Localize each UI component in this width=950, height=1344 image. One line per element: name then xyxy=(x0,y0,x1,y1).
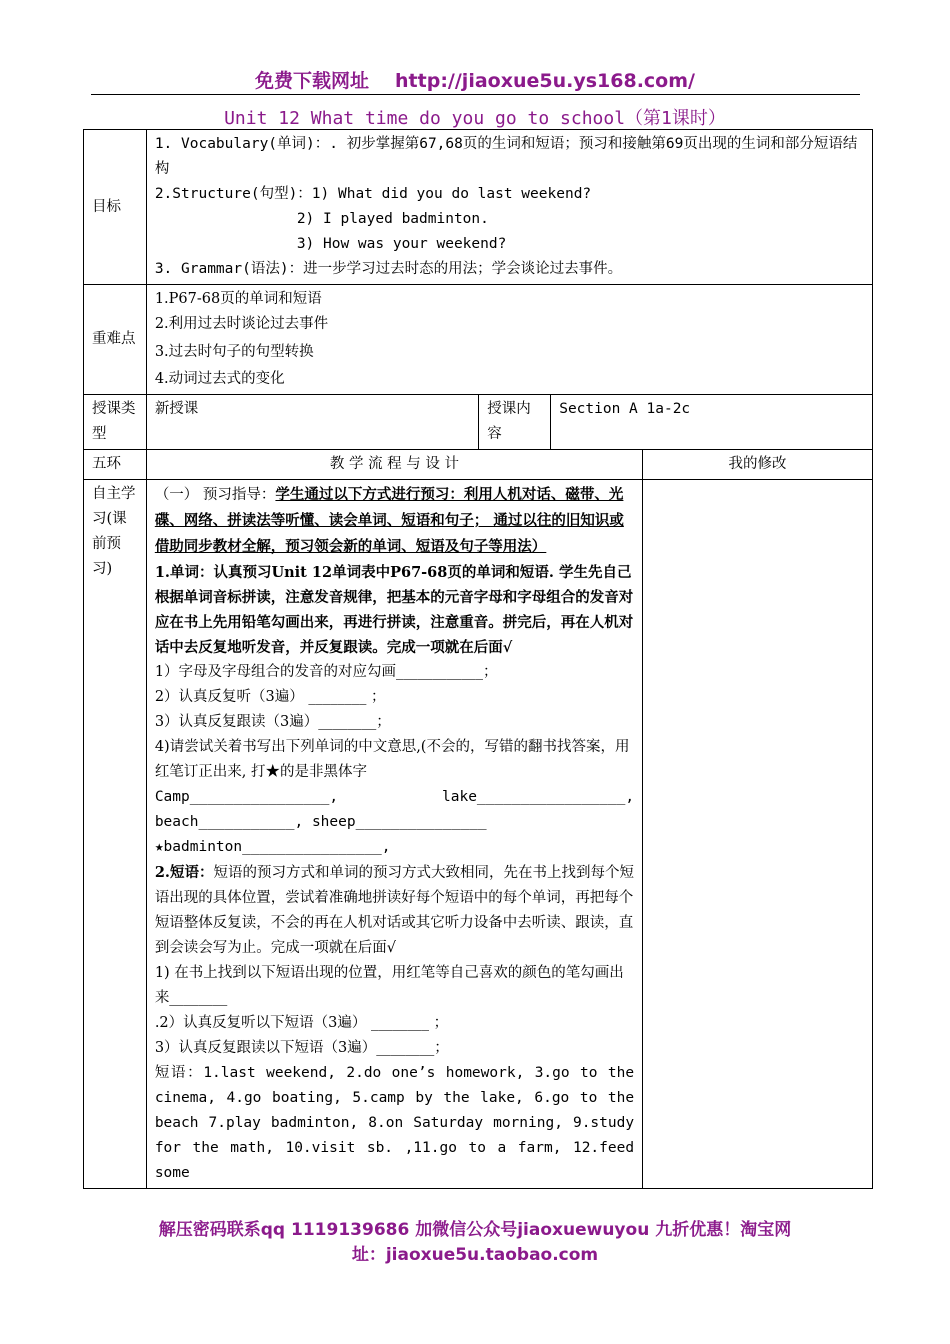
footer-line: 解压密码联系qq 1119139686 加微信公众号jiaoxuewuyou 九折优惠！淘宝网 xyxy=(158,1220,792,1240)
objective-line: 1. Vocabulary(单词)：. 初步掌握第67,68页的生词和短语；预习和接触第69页出现的生词和部分短语结构 xyxy=(154,136,858,177)
phrase-step: .2）认真反复听以下短语（3遍） ________ ； xyxy=(154,1015,449,1031)
phrase-step: 1) 在书上找到以下短语出现的位置，用红笔等自己喜欢的颜色的笔勾画出来________ xyxy=(154,965,624,1006)
header-url[interactable]: http://jiaoxue5u.ys168.com/ xyxy=(395,70,695,92)
objectives-content xyxy=(146,130,872,285)
word-blank-row xyxy=(155,785,634,810)
difficulty-item: 3.过去时句子的句型转换 xyxy=(154,344,314,360)
lesson-content-label: 授课内容 xyxy=(479,395,551,450)
phrase-list: 短语：1.last weekend, 2.do one’s homework, 3.go to the cinema, 4.go boating, 5.camp by the lake, 6.go to the beach 7.play badminton, 8.on Saturday morning, 9.study for the math, 10.visit sb. ,11.go to a farm, 12.feed some xyxy=(154,1065,635,1181)
column-header-rings: 五环 xyxy=(84,450,147,480)
difficulties-content xyxy=(146,285,872,395)
word-blank: ★badminton________________, xyxy=(154,839,391,855)
lesson-plan-table xyxy=(83,129,873,1189)
page-title: Unit 12 What time do you go to school（第1课时） xyxy=(224,108,726,129)
footer-contact xyxy=(0,1218,950,1268)
header-divider xyxy=(91,94,860,95)
vocab-heading: 1.单词： xyxy=(154,564,214,581)
intro-guide: 学生通过以下方式进行预习：利用人机对话、磁带、光碟、网络、拼读法等听懂、读会单词、短语和句子； 通过以往的旧知识或借助同步教材全解，预习领会新的单词、短语及句子等用法） xyxy=(154,486,624,555)
footer-line: 址：jiaoxue5u.taobao.com xyxy=(351,1245,599,1265)
vocab-step: 2）认真反复听（3遍） ________ ； xyxy=(154,689,386,705)
lesson-type-label: 授课类型 xyxy=(84,395,147,450)
difficulty-item: 2.利用过去时谈论过去事件 xyxy=(154,316,329,332)
difficulties-label: 重难点 xyxy=(84,285,147,395)
column-header-revision: 我的修改 xyxy=(643,450,873,480)
intro-prefix: （一） 预习指导： xyxy=(154,487,276,503)
header-label: 免费下载网址 xyxy=(255,70,370,92)
objectives-label: 目标 xyxy=(84,130,147,285)
phrase-heading: 2.短语： xyxy=(154,864,214,881)
word-blank: beach___________, sheep_______________ xyxy=(154,814,487,830)
objective-line: 2) I played badminton. xyxy=(296,211,489,227)
vocab-instructions: 认真预习Unit 12单词表中P67-68页的单词和短语. 学生先自己根据单词音标拼读，注意发音规律，把基本的元音字母和字母组合的发音对应在书上先用铅笔勾画出来，再进行拼读，注意重音。拼完后，再在人机对话中去反复地听发音，并反复跟读。完成一项就在后面√ xyxy=(154,564,634,656)
revision-cell xyxy=(643,480,873,1189)
self-study-content xyxy=(146,480,642,1189)
objective-line: 3. Grammar(语法)：进一步学习过去时态的用法；学会谈论过去事件。 xyxy=(154,261,623,277)
vocab-step: 4)请尝试关着书写出下列单词的中文意思,(不会的，写错的翻书找答案，用红笔订正出来, 打★的是非黑体字 xyxy=(154,739,630,780)
self-study-row xyxy=(84,480,873,1189)
objective-line: 2.Structure(句型)：1) What did you do last weekend? xyxy=(154,186,592,202)
difficulty-item: 1.P67-68页的单词和短语 xyxy=(154,291,322,307)
word-blank: lake_________________, xyxy=(442,789,635,805)
objectives-row xyxy=(84,130,873,285)
phrase-instructions: 短语的预习方式和单词的预习方式大致相同，先在书上找到每个短语出现的具体位置，尝试着准确地拼读好每个短语中的每个单词，再把每个短语整体反复读，不会的再在人机对话或其它听力设备中去听读、跟读，直到会读会写为止。完成一项就在后面√ xyxy=(154,865,634,956)
self-study-label: 自主学习(课前预习) xyxy=(84,480,147,1189)
column-header-flow: 教 学 流 程 与 设 计 xyxy=(146,450,642,480)
vocab-step: 3）认真反复跟读（3遍）________； xyxy=(154,714,391,730)
objective-line: 3) How was your weekend? xyxy=(296,236,507,252)
vocab-step: 1）字母及字母组合的发音的对应勾画____________； xyxy=(154,664,498,680)
difficulties-row xyxy=(84,285,873,395)
lesson-type-row xyxy=(84,395,873,450)
difficulty-item: 4.动词过去式的变化 xyxy=(154,371,285,387)
word-blank: Camp________________, xyxy=(154,789,339,805)
flow-header-row xyxy=(84,450,873,480)
lesson-content-value: Section A 1a-2c xyxy=(551,395,873,450)
lesson-type-value: 新授课 xyxy=(146,395,478,450)
phrase-step: 3）认真反复跟读以下短语（3遍）________； xyxy=(154,1040,449,1056)
download-header xyxy=(0,66,950,93)
